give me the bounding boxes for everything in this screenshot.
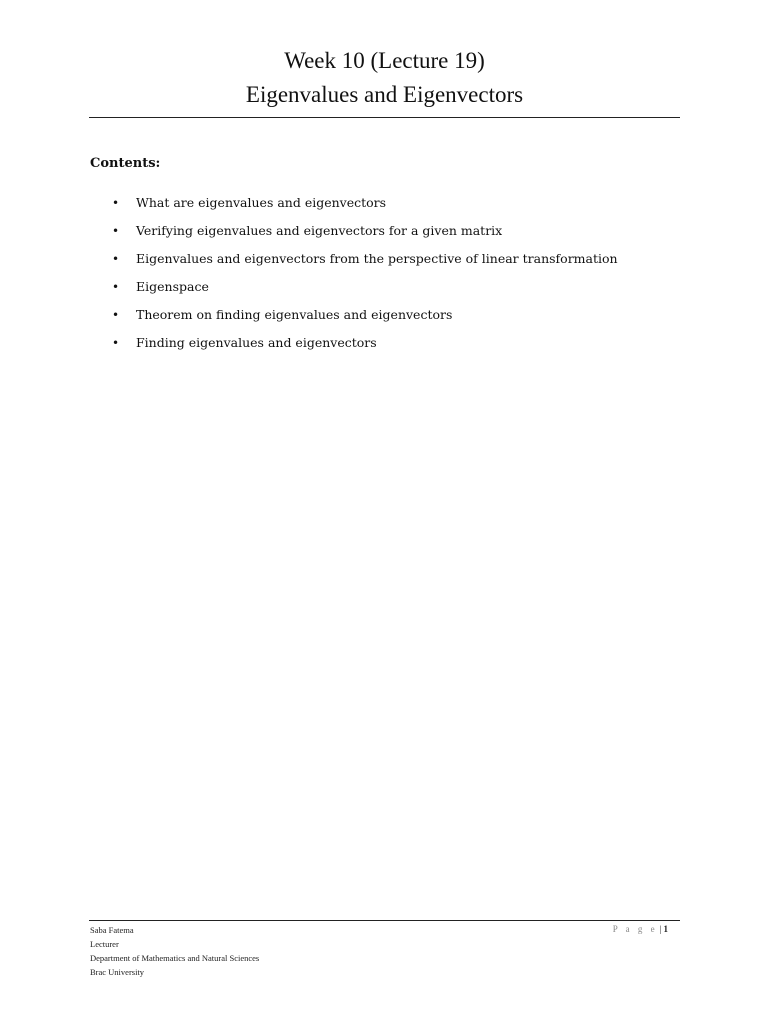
list-item-text: Finding eigenvalues and eigenvectors	[136, 335, 377, 350]
author-university: Brac University	[90, 967, 145, 977]
list-item	[112, 277, 618, 305]
list-item-text: Theorem on finding eigenvalues and eigenvectors	[136, 307, 453, 322]
list-item-text: What are eigenvalues and eigenvectors	[136, 195, 387, 210]
list-item	[112, 249, 618, 277]
bullet-icon: •	[112, 308, 120, 322]
contents-list	[112, 193, 618, 361]
bullet-icon: •	[112, 196, 120, 210]
contents-heading: Contents:	[90, 156, 161, 171]
footer-divider	[89, 920, 680, 921]
list-item	[112, 193, 618, 221]
topic-title: Eigenvalues and Eigenvectors	[245, 82, 524, 107]
page-number: 1	[663, 924, 668, 934]
author-position: Lecturer	[90, 939, 119, 949]
lecture-title: Week 10 (Lecture 19)	[284, 48, 485, 73]
document-header	[89, 44, 680, 112]
list-item	[112, 333, 618, 361]
bullet-icon: •	[112, 280, 120, 294]
bullet-icon: •	[112, 224, 120, 238]
list-item	[112, 305, 618, 333]
page-separator: |	[659, 924, 662, 934]
author-department: Department of Mathematics and Natural Sciences	[90, 953, 260, 963]
bullet-icon: •	[112, 252, 120, 266]
footer-author-block	[90, 923, 259, 979]
author-name: Saba Fatema	[90, 925, 134, 935]
page-label: P a g e	[612, 924, 658, 934]
page-indicator	[613, 922, 668, 936]
bullet-icon: •	[112, 336, 120, 350]
list-item-text: Eigenvalues and eigenvectors from the perspective of linear transformation	[136, 251, 618, 266]
header-divider	[89, 117, 680, 118]
list-item-text: Eigenspace	[136, 279, 209, 294]
list-item	[112, 221, 618, 249]
list-item-text: Verifying eigenvalues and eigenvectors for a given matrix	[136, 223, 503, 238]
